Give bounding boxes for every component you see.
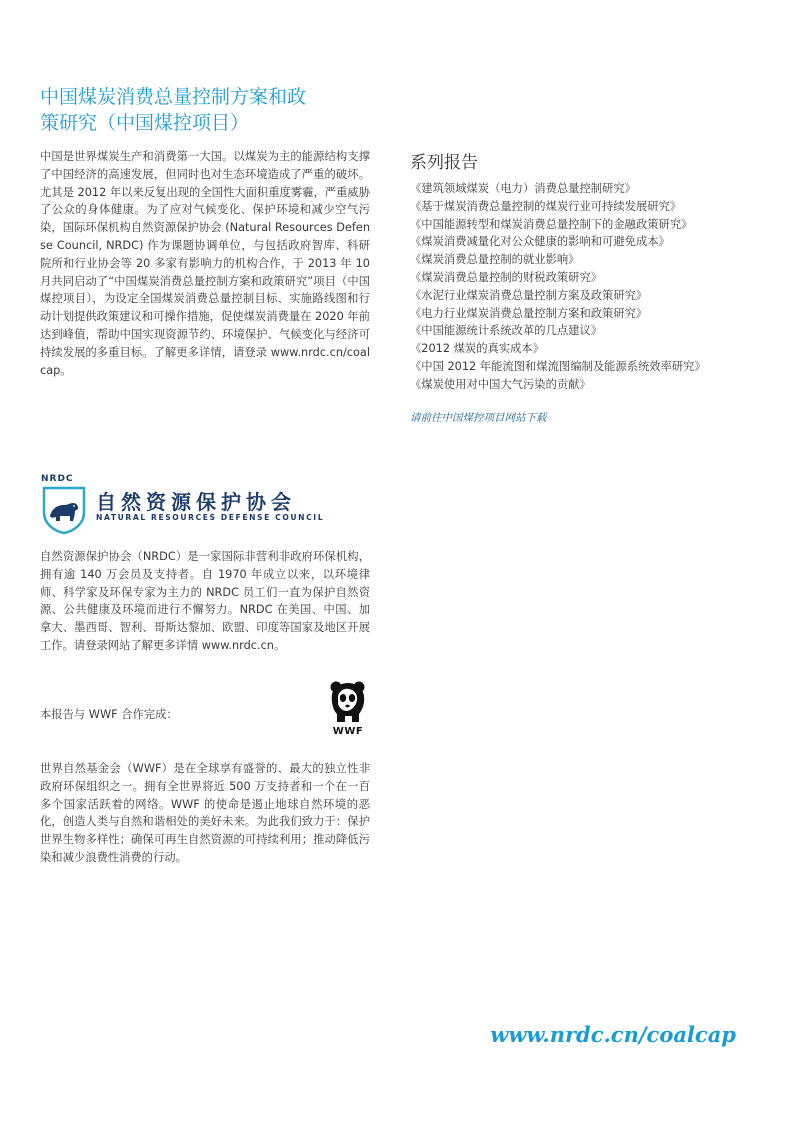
series-report-item: 《电力行业煤炭消费总量控制方案和政策研究》 (410, 306, 648, 320)
nrdc-logo-english-name: NATURAL RESOURCES DEFENSE COUNCIL (96, 513, 325, 522)
series-report-item: 《2012 煤炭的真实成本》 (410, 342, 545, 356)
series-report-item: 《建筑领域煤炭（电力）消费总量控制研究》 (410, 182, 636, 195)
project-title (40, 84, 360, 136)
project-description: 中国是世界煤炭生产和消费第一大国。以煤炭为主的能源结构支撑了中国经济的高速发展，但同时也对生态环境造成了严重的破坏。尤其是 2012 年以来反复出现的全国性大面积重度雾霾，严重威胁了公众的身体健康。为了应对气候变化、保护环境和减少空气污染，国际环保机构自然资源保护协会 (Natural Resources Defense Council, NRDC) 作为课题协调单位，与包括政府智库、科研院所和行业协会等 20 多家有影响力的机构合作，于 2013 年 10 月共同启动了“中国煤炭消费总量控制方案和政策研究”项目（中国煤控项目），为设定全国煤炭消费总量控制目标、实施路线图和行动计划提供政策建议和可操作措施，促使煤炭消费量在 2020 年前达到峰值，帮助中国实现资源节约、环境保护、气候变化与经济可持续发展的多重目标。了解更多详情，请登录 www.nrdc.cn/coalcap。 (40, 150, 370, 377)
project-title-line-2: 策研究（中国煤控项目） (40, 112, 250, 134)
website-link[interactable]: www.nrdc.cn/coalcap (490, 1022, 736, 1047)
series-report-item: 《煤炭使用对中国大气污染的贡献》 (410, 377, 591, 391)
series-heading: 系列报告 (410, 153, 478, 173)
nrdc-logo-chinese-name: 自然资源保护协会 (96, 490, 296, 514)
series-report-item: 《中国 2012 年能流图和煤流图编制及能源系统效率研究》 (410, 359, 706, 373)
download-note-link[interactable]: 请前往中国煤控项目网站下载 (410, 412, 547, 424)
nrdc-description: 自然资源保护协会（NRDC）是一家国际非营利非政府环保机构，拥有逾 140 万会员及支持者。自 1970 年成立以来，以环境律师、科学家及环保专家为主力的 NRDC 员工们一直为保护自然资源、公共健康及环境而进行不懈努力。NRDC 在美国、中国、加拿大、墨西哥、智利、哥斯达黎加、欧盟、印度等国家及地区开展工作。请登录网站了解更多详情 www.nrdc.cn。 (40, 550, 370, 652)
series-report-list (410, 180, 770, 394)
series-report-item: 《煤炭消费总量控制的就业影响》 (410, 253, 580, 267)
series-report-item: 《中国能源统计系统改革的几点建议》 (410, 324, 603, 338)
series-report-item: 《水泥行业煤炭消费总量控制方案及政策研究》 (410, 288, 648, 302)
project-title-line-1: 中国煤炭消费总量控制方案和政 (40, 86, 307, 108)
wwf-description: 世界自然基金会（WWF）是在全球享有盛誉的、最大的独立性非政府环保组织之一。拥有全世界将近 500 万支持者和一个在一百多个国家活跃着的网络。WWF 的使命是遏止地球自然环境的恶化，创造人类与自然和谐相处的美好未来。为此我们致力于：保护世界生物多样性；确保可再生自然资源的可持续利用；推动降低污染和减少浪费性消费的行动。 (40, 762, 370, 864)
wwf-logo-text: WWF (332, 726, 364, 737)
polar-bear-shield-icon (40, 486, 88, 534)
series-report-item: 《中国能源转型和煤炭消费总量控制下的金融政策研究》 (410, 217, 693, 231)
series-report-item: 《煤炭消费减量化对公众健康的影响和可避免成本》 (410, 235, 670, 249)
series-report-item: 《基于煤炭消费总量控制的煤炭行业可持续发展研究》 (410, 199, 682, 213)
series-report-item: 《煤炭消费总量控制的财税政策研究》 (410, 270, 603, 284)
wwf-partner-text: 本报告与 WWF 合作完成： (40, 708, 178, 721)
nrdc-logo-abbrev: NRDC (41, 474, 74, 484)
